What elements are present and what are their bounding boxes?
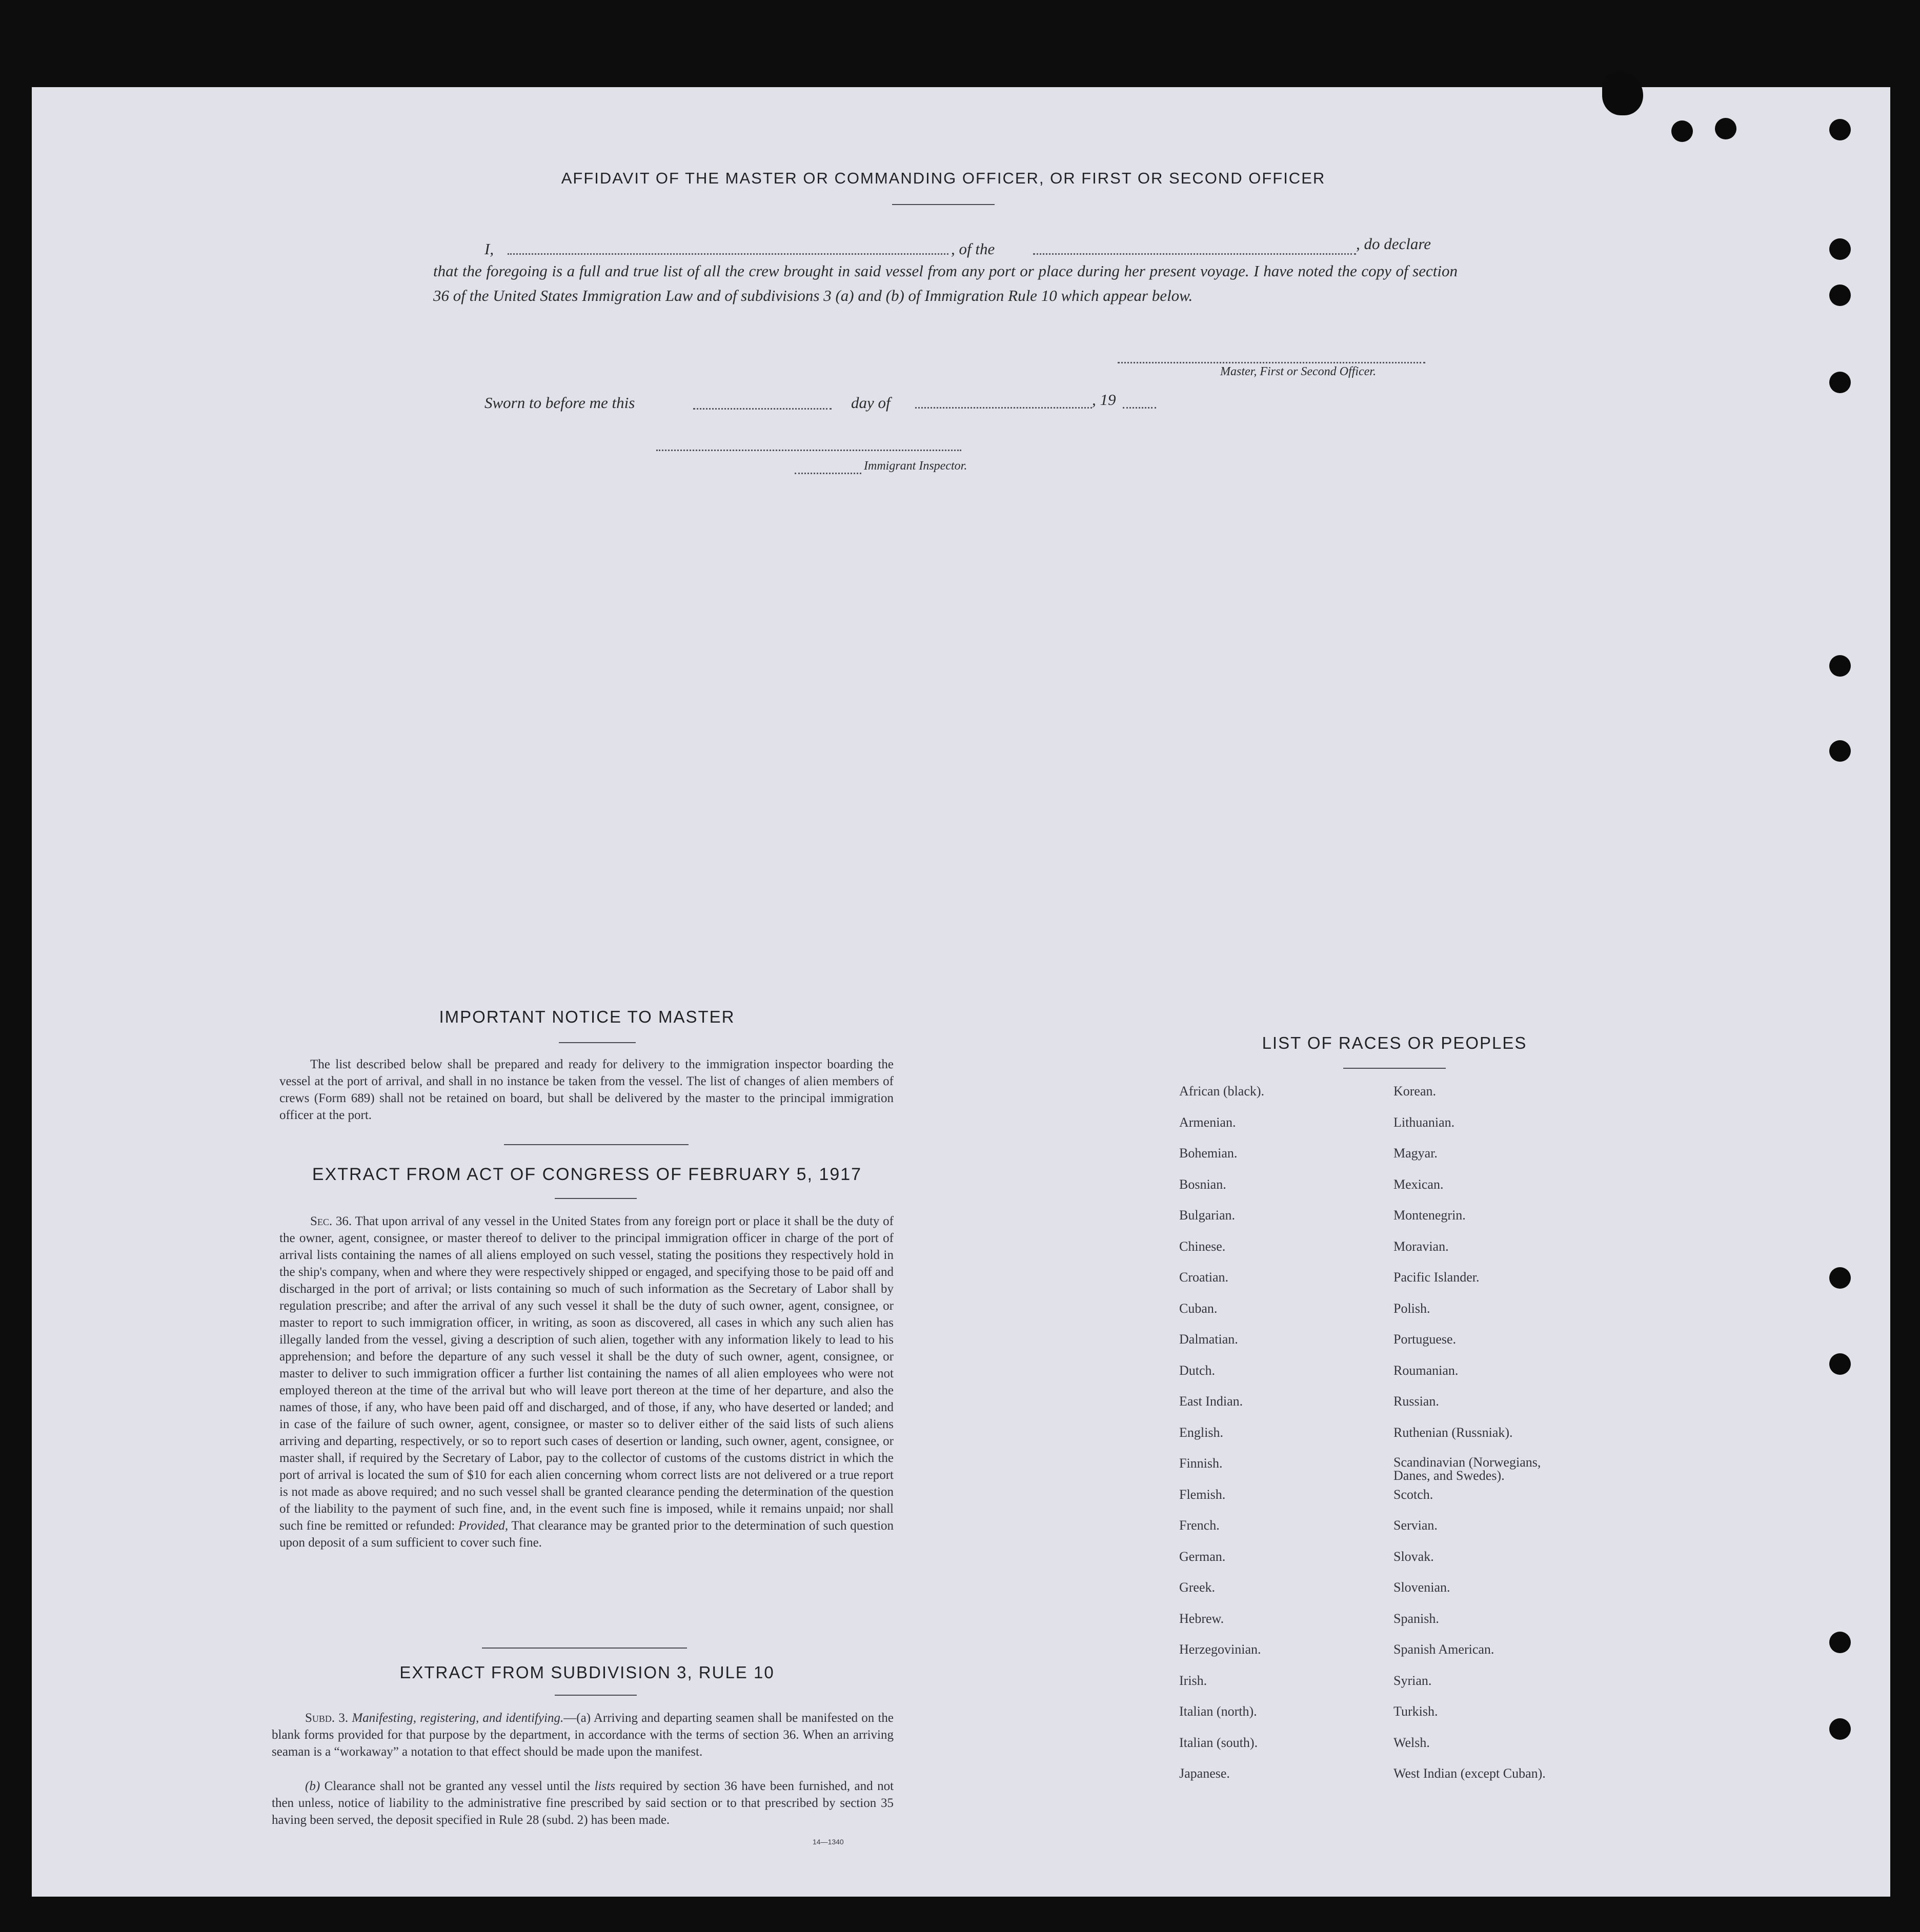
divider bbox=[555, 1695, 637, 1696]
rule-subd-b bbox=[272, 1778, 894, 1828]
race-item: Hebrew. bbox=[1179, 1611, 1224, 1626]
divider bbox=[892, 204, 995, 205]
binder-hole bbox=[1715, 118, 1736, 139]
binder-hole bbox=[1829, 1632, 1851, 1653]
race-item: East Indian. bbox=[1179, 1394, 1243, 1409]
affidavit-line1-end: , do declare bbox=[1356, 235, 1431, 253]
race-item: Irish. bbox=[1179, 1673, 1207, 1688]
race-item: West Indian (except Cuban). bbox=[1393, 1766, 1546, 1781]
divider bbox=[1343, 1068, 1446, 1069]
race-item: Finnish. bbox=[1179, 1456, 1223, 1471]
race-item: Moravian. bbox=[1393, 1238, 1449, 1254]
day-blank bbox=[693, 408, 832, 410]
binder-hole bbox=[1671, 120, 1693, 142]
torn-corner bbox=[1602, 72, 1643, 115]
race-item: Croatian. bbox=[1179, 1270, 1229, 1285]
race-item: Cuban. bbox=[1179, 1300, 1218, 1316]
race-item: African (black). bbox=[1179, 1084, 1265, 1099]
rule-a-text: —(a) Arriving and departing seamen shall be manifested on the blank forms provided for that purpose by the department, in accordance with the terms of section 36. When an arriving seaman is a “workaway” a notation to that effect should be made upon the manifest. bbox=[272, 1711, 894, 1759]
race-item: Bosnian. bbox=[1179, 1176, 1226, 1192]
rule-subd-label: Subd. 3. bbox=[305, 1711, 349, 1725]
rule-b-text2: required by section 36 have been furnished, and not then unless, notice of liability to the administrative fine prescribed by said section or to that prescribed by section 35 having been served, the deposit specified in Rule 28 (subd. 2) has been made. bbox=[272, 1779, 894, 1827]
race-item: Japanese. bbox=[1179, 1766, 1230, 1781]
race-item: Mexican. bbox=[1393, 1176, 1444, 1192]
affidavit-line1-mid: , of the bbox=[951, 240, 995, 258]
race-item: Polish. bbox=[1393, 1300, 1430, 1316]
races-title: LIST OF RACES OR PEOPLES bbox=[1262, 1033, 1527, 1052]
affidavit-body: that the foregoing is a full and true list of all the crew brought in said vessel from any port or place during her present voyage. I have noted the copy of section 36 of the United States Immigration Law and of subdivisions 3 (a) and (b) of Immigration Rule 10 which appear below. bbox=[433, 262, 1458, 304]
race-item: Dutch. bbox=[1179, 1362, 1216, 1378]
vessel-blank bbox=[1033, 253, 1356, 255]
race-item: Lithuanian. bbox=[1393, 1114, 1455, 1130]
race-item: French. bbox=[1179, 1518, 1220, 1533]
binder-hole bbox=[1829, 1718, 1851, 1740]
year-prefix: , 19 bbox=[1092, 391, 1116, 409]
act-text bbox=[279, 1213, 894, 1551]
race-item: Italian (south). bbox=[1179, 1735, 1258, 1750]
name-blank bbox=[508, 253, 948, 255]
race-item: Roumanian. bbox=[1393, 1362, 1459, 1378]
rule-title: EXTRACT FROM SUBDIVISION 3, RULE 10 bbox=[399, 1663, 775, 1682]
race-item: Bohemian. bbox=[1179, 1146, 1238, 1161]
race-item: Scandinavian (Norwegians, Danes, and Swedes). bbox=[1393, 1455, 1541, 1483]
race-item: Dalmatian. bbox=[1179, 1332, 1238, 1347]
act-title: EXTRACT FROM ACT OF CONGRESS OF FEBRUARY 5, 1917 bbox=[312, 1165, 862, 1184]
race-item: Turkish. bbox=[1393, 1704, 1438, 1719]
race-item: Armenian. bbox=[1179, 1114, 1236, 1130]
race-item: Ruthenian (Russniak). bbox=[1393, 1425, 1513, 1440]
inspector-label: Immigrant Inspector. bbox=[864, 459, 967, 473]
race-item: Herzegovinian. bbox=[1179, 1642, 1261, 1657]
divider bbox=[504, 1144, 689, 1145]
races-column-2 bbox=[1393, 1084, 1614, 1797]
binder-hole bbox=[1829, 238, 1851, 260]
signature-line bbox=[1118, 362, 1425, 363]
affidavit-title: AFFIDAVIT OF THE MASTER OR COMMANDING OFFICER, OR FIRST OR SECOND OFFICER bbox=[561, 169, 1326, 187]
binder-hole bbox=[1829, 1353, 1851, 1375]
rule-subd-heading: Manifesting, registering, and identifying. bbox=[352, 1711, 564, 1725]
race-item: Pacific Islander. bbox=[1393, 1270, 1480, 1285]
act-provided: Provided, bbox=[458, 1519, 509, 1533]
divider bbox=[559, 1042, 636, 1043]
binder-hole bbox=[1829, 119, 1851, 140]
race-item: Chinese. bbox=[1179, 1238, 1226, 1254]
affidavit-line1-start: I, bbox=[484, 240, 494, 258]
rule-b-label: (b) bbox=[305, 1779, 320, 1793]
race-item: Welsh. bbox=[1393, 1735, 1430, 1750]
rule-b-lists: lists bbox=[594, 1779, 615, 1793]
year-blank bbox=[1123, 407, 1156, 409]
race-item: Flemish. bbox=[1179, 1487, 1226, 1502]
races-column-1 bbox=[1179, 1084, 1359, 1797]
day-of-text: day of bbox=[851, 394, 891, 412]
act-section-label: Sec. 36. bbox=[310, 1214, 352, 1228]
inspector-signature-line bbox=[795, 473, 861, 474]
race-item: Magyar. bbox=[1393, 1146, 1438, 1161]
race-item: Korean. bbox=[1393, 1084, 1437, 1099]
binder-hole bbox=[1829, 1267, 1851, 1289]
act-body-end: That clearance may be granted prior to the determination of such question upon deposit of a sum sufficient to cover such fine. bbox=[279, 1519, 894, 1550]
race-item: Greek. bbox=[1179, 1580, 1216, 1595]
race-item: Italian (north). bbox=[1179, 1704, 1257, 1719]
race-item: Bulgarian. bbox=[1179, 1208, 1236, 1223]
race-item: Portuguese. bbox=[1393, 1332, 1457, 1347]
sworn-text: Sworn to before me this bbox=[484, 394, 635, 412]
notice-text bbox=[279, 1056, 894, 1124]
race-item: Spanish American. bbox=[1393, 1642, 1494, 1657]
act-body: That upon arrival of any vessel in the United States from any foreign port or place it shall be the duty of the owner, agent, consignee, or master thereof to deliver to the principal immigration officer in charge of the port of arrival lists containing the names of all aliens employed on such vessel, stating the positions they respectively hold in the ship's company, when and where they were respectively shipped or engaged, and specifying those to be paid off and discharged in the port of arrival; or lists containing so much of such information as the Secretary of Labor shall by regulation prescribe; and after the arrival of any such vessel it shall be the duty of such owner, agent, consignee, or master to report to such immigration officer, in writing, as soon as discovered, all cases in which any such alien has illegally landed from the vessel, giving a description of such alien, together with any information likely to lead to his apprehension; and before the departure of any such vessel it shall be the duty of such owner, agent, consignee, or master to deliver to such immigration officer a further list containing the names of all alien employees who were not employed thereon at the time of the arrival but who will leave port thereon at the time of her departure, and also the names of those, if any, who have been paid off and discharged, and of those, if any, who have deserted or landed; and in case of the failure of such owner, agent, consignee, or master so to deliver either of the said lists of such aliens arriving and departing, respectively, or so to report such cases of desertion or landing, such owner, agent, consignee, or master shall, if required by the Secretary of Labor, pay to the collector of customs of the customs district in which the port of arrival is located the sum of $10 for each alien concerning whom correct lists are not delivered or a true report is not made as above required; and no such vessel shall be granted clearance pending the determination of the question of the liability to the payment of such fine, and, in the event such fine is imposed, while it remains unpaid; nor shall such fine be remitted or refunded: bbox=[279, 1214, 894, 1533]
race-item: Servian. bbox=[1393, 1518, 1438, 1533]
rule-subd-a bbox=[272, 1710, 894, 1760]
race-item: Slovak. bbox=[1393, 1549, 1434, 1564]
rule-b-text1: Clearance shall not be granted any vessel until the bbox=[324, 1779, 591, 1793]
notice-title: IMPORTANT NOTICE TO MASTER bbox=[439, 1007, 735, 1026]
race-item: Russian. bbox=[1393, 1394, 1439, 1409]
binder-hole bbox=[1829, 655, 1851, 677]
inspector-signature-line bbox=[656, 450, 961, 451]
race-item: German. bbox=[1179, 1549, 1226, 1564]
month-blank bbox=[915, 407, 1092, 409]
binder-hole bbox=[1829, 372, 1851, 393]
divider bbox=[555, 1198, 637, 1199]
binder-hole bbox=[1829, 740, 1851, 762]
race-item: Slovenian. bbox=[1393, 1580, 1450, 1595]
race-item: Montenegrin. bbox=[1393, 1208, 1466, 1223]
form-number: 14—1340 bbox=[813, 1838, 844, 1846]
notice-body: The list described below shall be prepared and ready for delivery to the immigration inspector boarding the vessel at the port of arrival, and shall in no instance be taken from the vessel. The list of changes of alien members of crews (Form 689) shall not be retained on board, but shall be delivered by the master to the principal immigration officer at the port. bbox=[279, 1057, 894, 1122]
signature-label: Master, First or Second Officer. bbox=[1220, 365, 1376, 378]
race-item: Scotch. bbox=[1393, 1487, 1433, 1502]
divider bbox=[482, 1648, 687, 1649]
race-item: Spanish. bbox=[1393, 1611, 1439, 1626]
race-item: English. bbox=[1179, 1425, 1223, 1440]
race-item: Syrian. bbox=[1393, 1673, 1432, 1688]
binder-hole bbox=[1829, 284, 1851, 306]
